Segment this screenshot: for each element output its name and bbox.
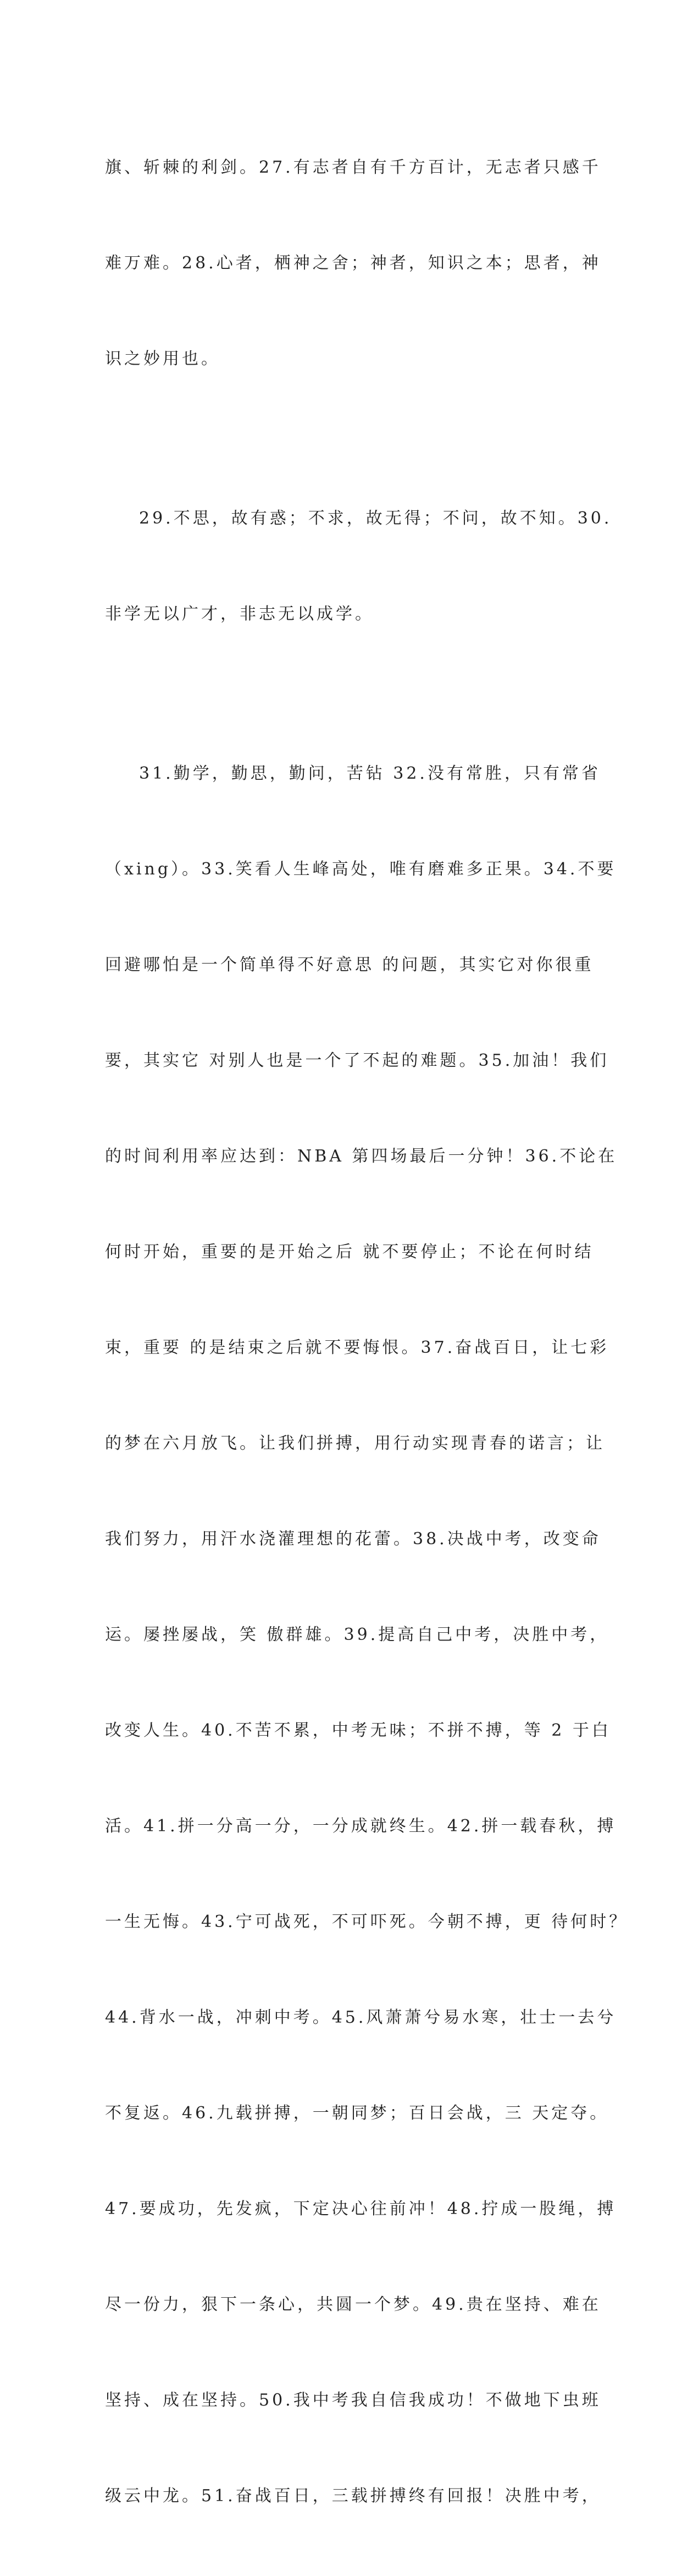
text-line: 31.勤学，勤思，勤问，苦钻 32.没有常胜，只有常省 (139, 764, 601, 783)
text-line: 47.要成功，先发疯，下定决心往前冲！48.拧成一股绳，搏 (105, 2199, 617, 2219)
text-line: 要，其实它 对别人也是一个了不起的难题。35.加油！我们 (105, 1051, 609, 1070)
text-line: 识之妙用也。 (105, 349, 220, 368)
text-line: 难万难。28.心者，栖神之舍；神者，知识之本；思者，神 (105, 254, 601, 273)
text-line: 坚持、成在坚持。50.我中考我自信我成功！不做地下虫班 (105, 2391, 601, 2410)
text-line: 改变人生。40.不苦不累，中考无味；不拼不搏，等 2 于白 (105, 1721, 611, 1740)
text-line: 活。41.拼一分高一分，一分成就终生。42.拼一载春秋，搏 (105, 1817, 617, 1836)
paragraph-2 (105, 439, 612, 694)
text-line: 29.不思，故有惑；不求，故无得；不问，故不知。30. (139, 509, 612, 528)
text-line: 44.背水一战，冲刺中考。45.风萧萧兮易水寒，壮士一去兮 (105, 2008, 617, 2027)
text-line: 束，重要 的是结束之后就不要悔恨。37.奋战百日，让七彩 (105, 1338, 609, 1357)
document-body (105, 88, 629, 2576)
text-line: 一生无悔。43.宁可战死，不可吓死。今朝不搏，更 待何时？ (105, 1912, 629, 1931)
text-line: 回避哪怕是一个简单得不好意思 的问题，其实它对你很重 (105, 955, 594, 975)
text-line: 尽一份力，狠下一条心，共圆一个梦。49.贵在坚持、难在 (105, 2295, 601, 2314)
text-line: 的时间利用率应达到：NBA 第四场最后一分钟！36.不论在 (105, 1147, 618, 1166)
text-line: 我们努力，用汗水浇灌理想的花蕾。38.决战中考，改变命 (105, 1529, 601, 1549)
text-line: 的梦在六月放飞。让我们拼搏，用行动实现青春的诺言；让 (105, 1434, 605, 1453)
text-line: 非学无以广才，非志无以成学。 (105, 604, 374, 624)
paragraph-1 (105, 88, 601, 439)
text-line: 旗、斩棘的利剑。27.有志者自有千方百计，无志者只感千 (105, 158, 601, 177)
text-line: （xing）。33.笑看人生峰高处，唯有磨难多正果。34.不要 (105, 860, 617, 879)
text-line: 级云中龙。51.奋战百日，三载拼搏终有回报！决胜中考， (105, 2486, 601, 2506)
paragraph-3 (105, 694, 629, 2576)
text-line: 不复返。46.九载拼搏，一朝同梦；百日会战，三 天定夺。 (105, 2104, 609, 2123)
text-line: 何时开始，重要的是开始之后 就不要停止；不论在何时结 (105, 1242, 594, 1262)
text-line: 运。屡挫屡战，笑 傲群雄。39.提高自己中考，决胜中考， (105, 1625, 609, 1644)
